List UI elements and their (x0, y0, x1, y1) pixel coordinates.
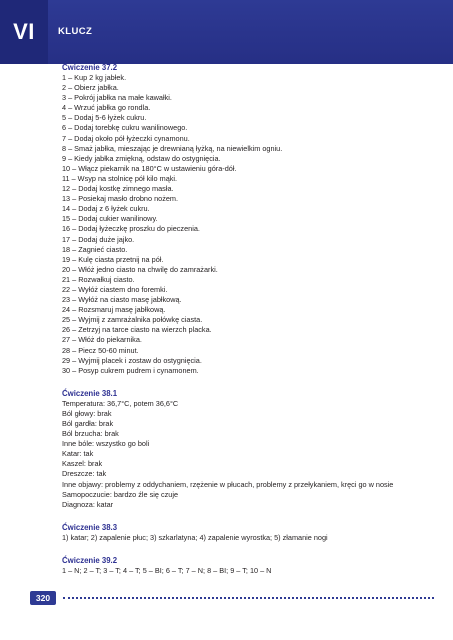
symptom-line: Ból brzucha: brak (62, 429, 119, 439)
header-title: KLUCZ (58, 26, 93, 37)
symptom-line: Temperatura: 36,7°C, potem 36,6°C (62, 398, 179, 408)
step-line: 9 – Kiedy jabłka zmiękną, odstaw do ostygnięcia. (62, 153, 221, 163)
step-line: 19 – Kulę ciasta przetnij na pół. (62, 254, 164, 264)
step-line: 25 – Wyjmij z zamrażalnika połówkę ciasta. (62, 315, 203, 325)
symptom-line: Ból gardła: brak (62, 419, 114, 428)
section-title: Ćwiczenie 37.2 (62, 63, 118, 72)
step-line: 23 – Wyłóż na ciasto masę jabłkową. (62, 295, 182, 305)
footer-dotted-rule (63, 597, 434, 599)
step-line: 21 – Rozwałkuj ciasto. (62, 274, 135, 284)
step-line: 4 – Wrzuć jabłka go rondla. (62, 103, 151, 113)
step-line: 15 – Dodaj cukier wanilinowy. (62, 214, 158, 224)
step-line: 12 – Dodaj kostkę zimnego masła. (62, 184, 174, 194)
page-number: 320 (30, 591, 56, 605)
symptom-line: Samopoczucie: bardzo źle się czuje (62, 489, 178, 499)
section-38-1 (62, 388, 432, 510)
symptom-line: Diagnoza: katar (62, 499, 114, 509)
step-line: 28 – Piecz 50-60 minut. (62, 345, 139, 355)
section-title: Ćwiczenie 39.2 (62, 555, 118, 565)
step-line: 27 – Włóż do piekarnika. (62, 335, 142, 345)
step-line: 20 – Włóż jedno ciasto na chwilę do zamrażarki. (62, 264, 218, 274)
step-line: 24 – Rozsmaruj masę jabłkową. (62, 305, 166, 315)
step-line: 11 – Wsyp na stolnicę pół kilo mąki. (62, 173, 178, 183)
step-line: 1 – Kup 2 kg jabłek. (62, 73, 127, 82)
step-line: 7 – Dodaj około pół łyżeczki cynamonu. (62, 133, 190, 143)
step-line: 10 – Włącz piekarnik na 180°C w ustawieniu góra-dół. (62, 163, 237, 173)
section-title: Ćwiczenie 38.1 (62, 388, 118, 398)
symptom-line: Kaszel: brak (62, 459, 103, 469)
step-line: 2 – Obierz jabłka. (62, 83, 119, 93)
symptom-line: Ból głowy: brak (62, 408, 112, 418)
step-line: 17 – Dodaj duże jajko. (62, 234, 135, 244)
step-line: 5 – Dodaj 5-6 łyżek cukru. (62, 113, 147, 123)
answer-line: 1 – N; 2 – T; 3 – T; 4 – T; 5 – BI; 6 – T; 7 – N; 8 – BI; 9 – T; 10 – N (62, 565, 272, 575)
step-line: 8 – Smaż jabłka, mieszając je drewnianą łyżką, na niewielkim ogniu. (62, 143, 283, 153)
step-line: 26 – Zetrzyj na tarce ciasto na wierzch placka. (62, 325, 212, 335)
answer-line: 1) katar; 2) zapalenie płuc; 3) szkarlatyna; 4) zapalenie wyrostka; 5) złamanie nogi (62, 532, 328, 542)
header-bar (0, 0, 453, 64)
step-line: 18 – Zagnieć ciasto. (62, 244, 128, 254)
symptom-line: Inne objawy: problemy z oddychaniem, rzężenie w płucach, problemy z przełykaniem, kręci go w nosie (62, 479, 394, 489)
answer-key-content (62, 62, 432, 576)
step-line: 3 – Pokrój jabłka na małe kawałki. (62, 93, 172, 103)
step-line: 14 – Dodaj z 6 łyżek cukru. (62, 204, 150, 214)
symptom-line: Katar: tak (62, 449, 94, 459)
step-line: 22 – Wyłóż ciastem dno foremki. (62, 284, 168, 294)
step-line: 6 – Dodaj torebkę cukru wanilinowego. (62, 123, 188, 133)
symptom-line: Dreszcze: tak (62, 469, 107, 479)
section-39-2 (62, 555, 432, 576)
step-line: 30 – Posyp cukrem pudrem i cynamonem. (62, 365, 199, 375)
section-title: Ćwiczenie 38.3 (62, 522, 118, 532)
step-line: 29 – Wyjmij placek i zostaw do ostygnięcia. (62, 355, 202, 365)
section-37-2 (62, 62, 432, 376)
step-line: 16 – Dodaj łyżeczkę proszku do pieczenia. (62, 224, 200, 234)
page-footer (30, 591, 434, 605)
section-38-3 (62, 522, 432, 543)
chapter-tab (0, 0, 48, 64)
step-line: 13 – Posiekaj masło drobno nożem. (62, 194, 179, 204)
symptom-line: Inne bóle: wszystko go boli (62, 439, 150, 449)
chapter-number: VI (13, 19, 35, 44)
